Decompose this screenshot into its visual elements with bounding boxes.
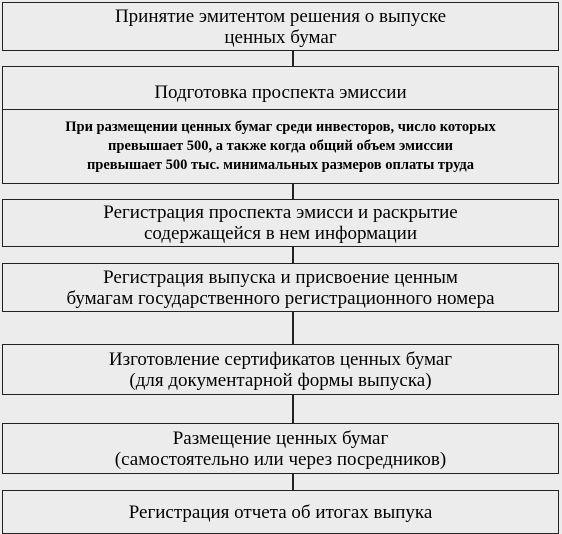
connector-6-7: [292, 474, 294, 490]
connector-2-3: [292, 184, 294, 199]
prospectus-note-line-3: превышает 500 тыс. минимальных размеров оплаты труда: [86, 157, 475, 173]
step-prospectus-line-1: Подготовка проспекта эмиссии: [154, 82, 407, 103]
step-prospectus: [2, 66, 559, 184]
step-prospectus-registration-line-2: содержащейся в нем информации: [144, 223, 417, 244]
step-decision: [2, 2, 559, 51]
connector-3-4: [292, 247, 294, 263]
step-certificates-line-2: (для документарной формы выпуска): [129, 369, 432, 391]
connector-5-6: [292, 395, 294, 423]
step-certificates-line-1: Изготовление сертификатов ценных бумаг: [108, 348, 453, 370]
step-placement: [2, 423, 559, 474]
step-decision-line-1: Принятие эмитентом решения о выпуске: [114, 5, 447, 27]
connector-4-5: [292, 312, 294, 344]
step-issue-registration-line-2: бумагам государственного регистрационного номера: [66, 287, 495, 309]
step-certificates: [2, 344, 559, 395]
prospectus-note-line-1: При размещении ценных бумаг среди инвесторов, число которых: [65, 119, 496, 135]
step-decision-line-2: ценных бумаг: [224, 26, 337, 48]
step-placement-line-2: (самостоятельно или через посредников): [114, 448, 447, 470]
prospectus-note-line-2: превышает 500, а также когда общий объем эмиссии: [108, 138, 453, 154]
connector-1-2: [292, 51, 294, 66]
step-prospectus-registration: [2, 199, 559, 247]
step-issue-registration: [2, 263, 559, 312]
step-report-registration: [2, 490, 559, 534]
step-issue-registration-line-1: Регистрация выпуска и присвоение ценным: [103, 266, 458, 288]
step-report-registration-line-1: Регистрация отчета об итогах выпука: [128, 501, 433, 523]
step-prospectus-registration-line-1: Регистрация проспекта эмисси и раскрытие: [103, 202, 458, 223]
step-placement-line-1: Размещение ценных бумаг: [172, 427, 389, 449]
prospectus-condition-note: [3, 109, 558, 183]
